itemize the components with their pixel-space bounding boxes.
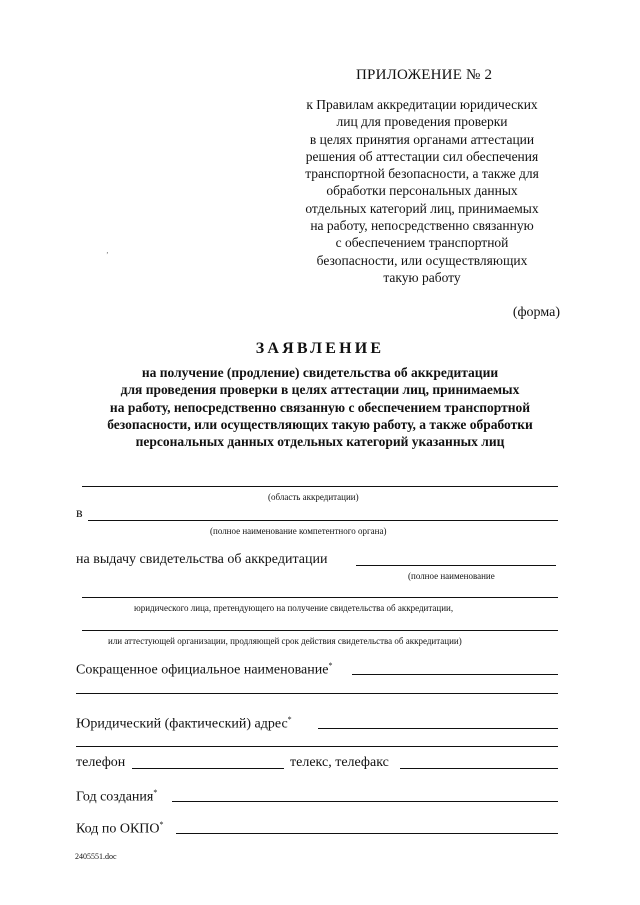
full-name-caption: (полное наименование [408, 571, 495, 581]
address-label [76, 715, 292, 733]
appendix-line: с обеспечением транспортной [335, 235, 509, 251]
okpo-input-line[interactable] [176, 833, 558, 834]
subtitle-line: на получение (продление) свидетельства об аккредитации [141, 365, 499, 380]
appendix-line: к Правилам аккредитации юридических [306, 97, 538, 112]
okpo-text: Код по ОКПО [76, 821, 160, 837]
appendix-title: ПРИЛОЖЕНИЕ № 2 [356, 67, 493, 83]
entity-input-line[interactable] [82, 597, 558, 598]
file-reference: 2405551.doc [75, 852, 117, 861]
appendix-line: безопасности, или осуществляющих [316, 252, 528, 268]
area-caption: (область аккредитации) [268, 492, 359, 502]
entity-caption: юридического лица, претендующего на получение свидетельства об аккредитации, [134, 603, 454, 613]
subtitle-line: безопасности, или осуществляющих такую работу, а также обработки [107, 416, 533, 432]
year-input-line[interactable] [172, 801, 558, 802]
year-label [76, 788, 157, 806]
area-input-line[interactable] [82, 486, 558, 487]
appendix-description [282, 96, 562, 286]
appendix-line: в целях принятия органами аттестации [309, 131, 535, 147]
telex-label: телекс, телефакс [290, 755, 389, 770]
org-caption: или аттестующей организации, продляющей срок действия свидетельства об аккредитации) [108, 636, 462, 646]
subtitle-line: персональных данных отдельных категорий указанных лиц [135, 434, 505, 450]
asterisk-mark: * [159, 820, 164, 829]
subtitle-line: для проведения проверки в целях аттестации лиц, принимаемых [120, 382, 520, 398]
stray-mark: ‚ [106, 246, 109, 255]
short-name-input-line[interactable] [352, 674, 558, 675]
appendix-line: транспортной безопасности, а также для [305, 166, 539, 182]
appendix-line: такую работу [383, 269, 461, 285]
asterisk-mark: * [287, 715, 292, 724]
year-text: Год создания [76, 789, 154, 805]
address-text: Юридический (фактический) адрес [76, 716, 288, 732]
telex-input-line[interactable] [400, 768, 558, 769]
authority-caption: (полное наименование компетентного органа) [210, 526, 387, 536]
short-name-label [76, 661, 332, 679]
subtitle-line: на работу, непосредственно связанную с обеспечением транспортной [109, 399, 531, 415]
phone-label: телефон [76, 755, 126, 770]
form-note: (форма) [512, 305, 560, 320]
authority-input-line[interactable] [88, 520, 558, 521]
appendix-line: лиц для проведения проверки [336, 114, 508, 130]
appendix-line: на работу, непосредственно связанную [310, 218, 534, 234]
appendix-line: обработки персональных данных [326, 183, 518, 199]
issue-label: на выдачу свидетельства об аккредитации [76, 552, 328, 567]
document-subtitle [60, 364, 580, 450]
short-name-input-line-2[interactable] [76, 693, 558, 694]
asterisk-mark: * [328, 661, 333, 670]
document-title: ЗАЯВЛЕНИЕ [255, 340, 385, 357]
okpo-label [76, 820, 164, 838]
appendix-line: отдельных категорий лиц, принимаемых [305, 200, 539, 216]
org-input-line[interactable] [82, 630, 558, 631]
issue-input-line[interactable] [356, 565, 556, 566]
address-input-line-2[interactable] [76, 746, 558, 747]
appendix-line: решения об аттестации сил обеспечения [305, 148, 539, 164]
phone-input-line[interactable] [132, 768, 284, 769]
short-name-text: Сокращенное официальное наименование [76, 662, 329, 678]
authority-prefix: в [76, 506, 83, 521]
address-input-line[interactable] [318, 728, 558, 729]
asterisk-mark: * [153, 788, 158, 797]
